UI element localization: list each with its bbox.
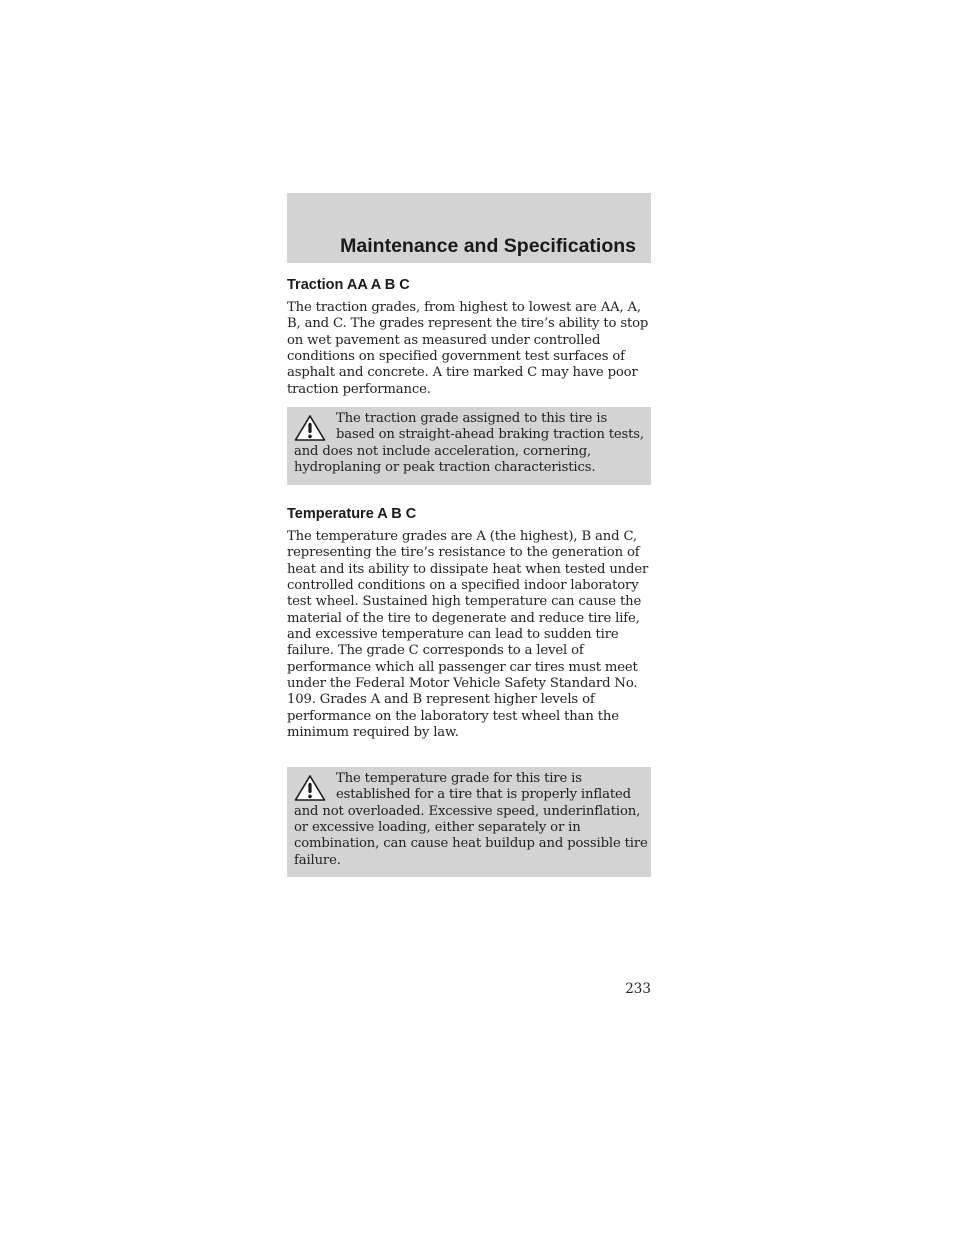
temperature-body-text: The temperature grades are A (the highest), B and C, representing the tire’s resistance to the generation of heat and its ability to dissipate heat when tested under controlled conditions on a specified indoor laboratory test wheel. Sustained high temperature can cause the material of the tire to degenerate and reduce tire life, and excessive temperature can lead to sudden tire failure. The grade C corresponds to a level of performance which all passenger car tires must meet under the Federal Motor Vehicle Safety Standard No. 109. Grades A and B represent higher levels of performance on the laboratory test wheel than the minimum required by law. bbox=[287, 529, 649, 741]
temperature-warning-box bbox=[287, 767, 651, 877]
section-header-band bbox=[287, 193, 651, 263]
traction-heading: Traction AA A B C bbox=[287, 277, 410, 293]
page-number: 233 bbox=[625, 981, 651, 997]
traction-warning-box bbox=[287, 407, 651, 485]
page-title: Maintenance and Specifications bbox=[340, 235, 636, 257]
traction-body-text: The traction grades, from highest to lowest are AA, A, B, and C. The grades represent the tire’s ability to stop on wet pavement as measured under controlled conditions on specified government test surfaces of asphalt and concrete. A tire marked C may have poor traction performance. bbox=[287, 300, 649, 397]
traction-warning-text: The traction grade assigned to this tire is based on straight-ahead braking traction tests, and does not include acceleration, cornering, hydroplaning or peak traction characteristics. bbox=[294, 411, 644, 476]
temperature-heading: Temperature A B C bbox=[287, 506, 417, 522]
temperature-warning-text: The temperature grade for this tire is established for a tire that is properly inflated and not overloaded. Excessive speed, underinflation, or excessive loading, either separately or in combination, can cause heat buildup and possible tire failure. bbox=[294, 771, 648, 868]
